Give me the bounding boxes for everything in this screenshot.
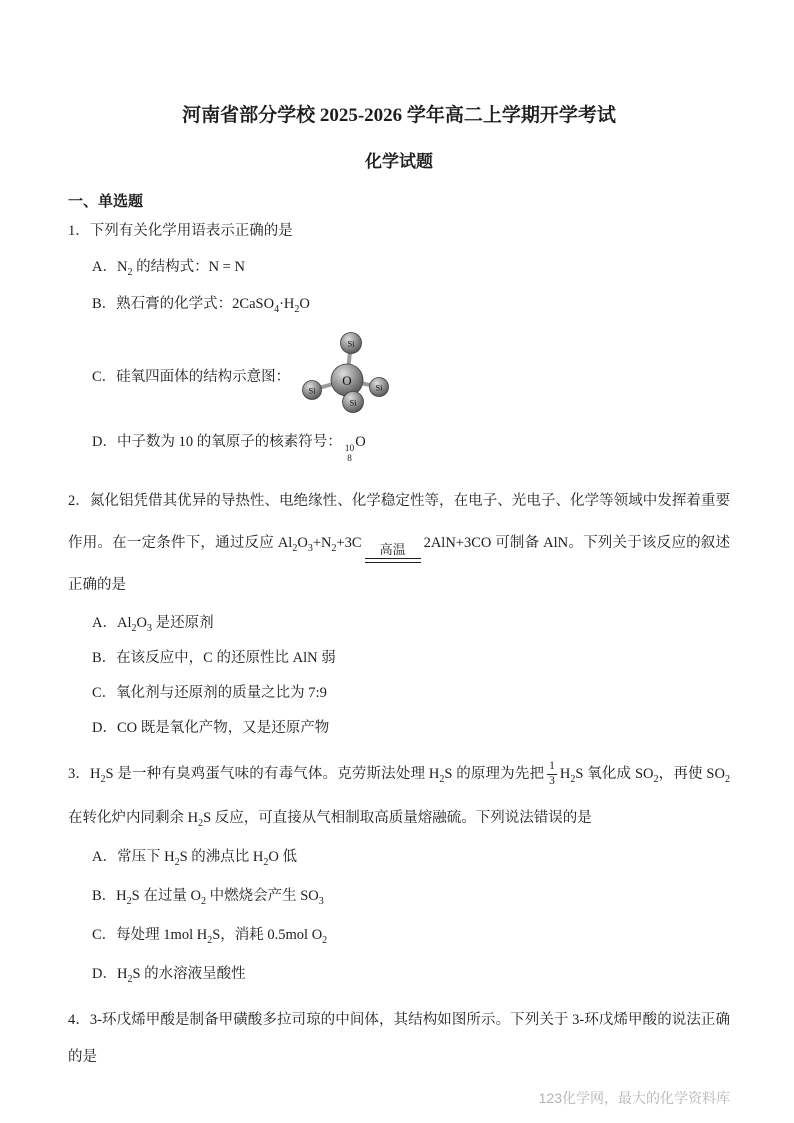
q3-option-d: D．$H_2S$ 的水溶液呈酸性 [92, 965, 246, 985]
atom-label-o-center: O [342, 373, 352, 388]
q3-stem: 3．$H_2S$ 是一种有臭鸡蛋气味的有毒气体。克劳斯法处理 $H_2S$ 的原理为先把 $\frac{1}{3}$ $H_2S$ 氧化成 $SO_2$，再使 $SO_2$ 在转化炉内同剩余 $H_2S$ 反应，可直接从气相制取高质量熔融硫。下列说法错误的是 [68, 760, 730, 829]
q1-stem: 1．下列有关化学用语表示正确的是 [68, 223, 293, 239]
atom-label-si-top: Si [347, 338, 355, 349]
doc-subtitle: 化学试题 [365, 152, 433, 171]
section-heading: 一、单选题 [68, 194, 144, 210]
question-2 [68, 480, 730, 739]
atom-label-si-right: Si [375, 382, 383, 393]
q3-options [68, 846, 730, 985]
q1-option-c-label: C．硅氧四面体的结构示意图： [92, 368, 291, 385]
watermark-text: 123化学网，最大的化学资料库 [538, 1090, 730, 1106]
q3-option-b: B．$H_2S$ 在过量 $O_2$ 中燃烧会产生 $SO_3$ [92, 887, 324, 907]
silicon-oxygen-tetrahedron-diagram [296, 330, 402, 423]
question-3 [68, 752, 730, 985]
q2-option-c: C．氧化剂与还原剂的质量之比为 7:9 [92, 684, 327, 701]
q3-option-c: C．每处理 1mol $H_2S$，消耗 0.5mol $O_2$ [92, 926, 328, 946]
q2-option-d: D．CO 既是氧化产物，又是还原产物 [92, 719, 330, 736]
q1-option-b: B．熟石膏的化学式：$2CaSO_4\cdot H_2O$ [92, 296, 310, 315]
q2-option-a: A．$Al_2O_3$ 是还原剂 [92, 614, 214, 634]
q2-options [68, 612, 730, 739]
q1-option-c [92, 330, 730, 423]
q4-stem: 4．3-环戊烯甲酸是制备甲磺酸多拉司琼的中间体，其结构如图所示。下列关于 3-环戊烯甲酸的说法正确的是 [68, 1011, 730, 1065]
atom-label-si-front: Si [349, 397, 357, 408]
page-title: 河南省部分学校 2025-2026 学年高二上学期开学考试 [182, 105, 616, 126]
question-1 [68, 220, 730, 465]
question-4 [68, 1002, 730, 1076]
atom-label-si-left: Si [308, 385, 316, 396]
q1-option-a: A．$N_2$ 的结构式：N = N [92, 259, 245, 278]
q3-option-a: A．常压下 $H_2S$ 的沸点比 $H_2O$ 低 [92, 848, 297, 868]
q1-options [68, 256, 730, 465]
q2-stem: 2．氮化铝凭借其优异的导热性、电绝缘性、化学稳定性等，在电子、光电子、化学等领域中发挥着重要作用。在一定条件下，通过反应 $Al_2O_3+N_2+3C$ 高温 2AlN+3CO 可制备 AlN。下列关于该反应的叙述正确的是 [68, 492, 731, 593]
q2-option-b: B．在该反应中，C 的还原性比 AlN 弱 [92, 649, 336, 666]
q1-option-d: D．中子数为 10 的氧原子的核素符号： 10 8 O [92, 434, 366, 464]
